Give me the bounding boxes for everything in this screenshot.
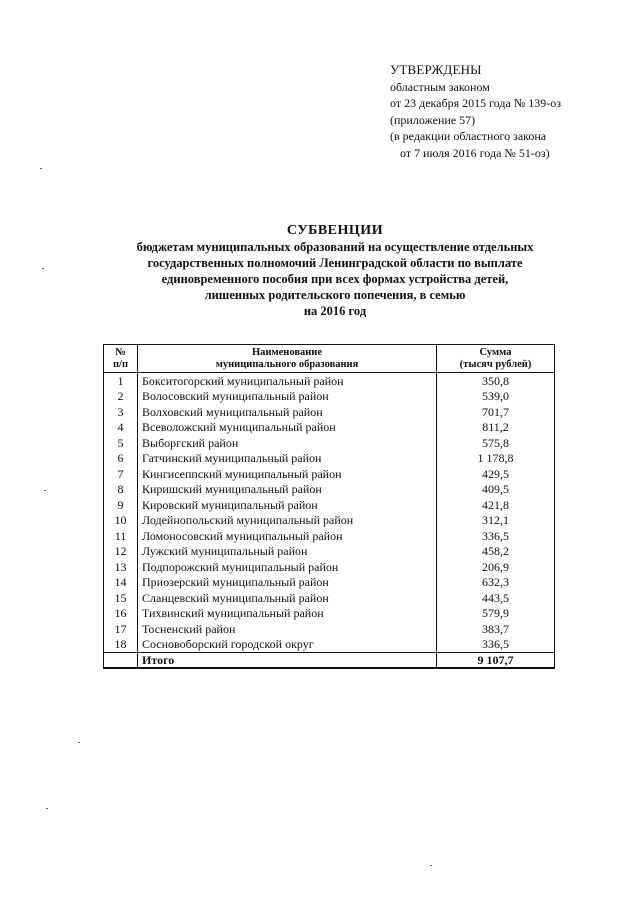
row-number: 4 [104,420,138,436]
table-row [104,559,555,575]
header-number-line1: № [115,346,126,358]
row-sum: 336,5 [437,637,555,653]
header-sum-line1: Сумма [479,346,512,358]
table-body [104,373,555,669]
row-sum: 443,5 [437,590,555,606]
row-number: 9 [104,497,138,513]
table-row [104,606,555,622]
table-header-row [104,345,555,373]
row-number: 14 [104,575,138,591]
title-line-4: лишенных родительского попечения, в семью [204,288,466,302]
table-row [104,544,555,560]
table-row [104,373,555,389]
table-row [104,435,555,451]
row-name: Тихвинский муниципальный район [138,606,437,622]
row-sum: 383,7 [437,621,555,637]
row-name: Волховский муниципальный район [138,404,437,420]
row-number: 6 [104,451,138,467]
row-name: Волосовский муниципальный район [138,389,437,405]
approval-line-2: от 23 декабря 2015 года № 139-оз [390,96,562,110]
row-sum: 811,2 [437,420,555,436]
row-number: 8 [104,482,138,498]
row-name: Ломоносовский муниципальный район [138,528,437,544]
row-number: 11 [104,528,138,544]
table-row [104,389,555,405]
row-sum: 429,5 [437,466,555,482]
total-sum: 9 107,7 [437,653,555,669]
row-sum: 350,8 [437,373,555,389]
row-sum: 458,2 [437,544,555,560]
scan-speck [46,808,48,809]
table-row [104,590,555,606]
scan-speck [40,168,42,169]
title-line-3: единовременного пособия при всех формах устройства детей, [161,272,509,286]
row-name: Лужский муниципальный район [138,544,437,560]
header-number [104,345,138,373]
row-sum: 1 178,8 [437,451,555,467]
header-sum [437,345,555,373]
total-label: Итого [138,653,437,669]
row-number: 3 [104,404,138,420]
row-name: Кингисеппский муниципальный район [138,466,437,482]
header-name-line1: Наименование [252,346,322,358]
row-name: Сланцевский муниципальный район [138,590,437,606]
table-total-row [104,653,555,669]
row-number: 15 [104,590,138,606]
row-number: 10 [104,513,138,529]
row-number: 16 [104,606,138,622]
approval-line-3: (приложение 57) [390,112,476,127]
row-number: 17 [104,621,138,637]
table-row [104,482,555,498]
total-number-cell [104,653,138,669]
row-number: 5 [104,435,138,451]
row-sum: 336,5 [437,528,555,544]
row-number: 18 [104,637,138,653]
row-sum: 206,9 [437,559,555,575]
table-row [104,621,555,637]
row-name: Подпорожский муниципальный район [138,559,437,575]
row-number: 2 [104,389,138,405]
table-row [104,451,555,467]
scan-speck [430,865,432,866]
table-row [104,420,555,436]
title-main: СУБВЕНЦИИ [286,223,384,238]
header-number-line2: п/п [112,359,129,370]
row-name: Бокситогорский муниципальный район [138,373,437,389]
approval-line-5: от 7 июля 2016 года № 51-оз) [400,145,550,160]
table-row [104,466,555,482]
row-number: 13 [104,559,138,575]
header-sum-line2: (тысяч рублей) [459,359,532,370]
row-sum: 312,1 [437,513,555,529]
row-number: 12 [104,544,138,560]
table-row [104,637,555,653]
row-sum: 575,8 [437,435,555,451]
row-name: Тосненский район [138,621,437,637]
row-name: Кировский муниципальный район [138,497,437,513]
row-number: 1 [104,373,138,389]
approval-heading: УТВЕРЖДЕНЫ [390,62,482,77]
row-name: Киришский муниципальный район [138,482,437,498]
row-name: Лодейнопольский муниципальный район [138,513,437,529]
scan-speck [78,742,80,743]
row-name: Приозерский муниципальный район [138,575,437,591]
title-line-1: бюджетам муниципальных образований на осуществление отдельных [136,240,534,254]
row-sum: 701,7 [437,404,555,420]
row-name: Сосновоборский городской округ [138,637,437,653]
scan-speck [42,268,44,269]
table-row [104,404,555,420]
approval-line-1: областным законом [390,79,490,94]
row-sum: 632,3 [437,575,555,591]
approval-line-4: (в редакции областного закона [390,129,547,143]
table-row [104,575,555,591]
row-name: Гатчинский муниципальный район [138,451,437,467]
table-row [104,513,555,529]
header-name [138,345,437,373]
subventions-table [103,344,555,669]
row-sum: 579,9 [437,606,555,622]
scan-speck [44,490,46,491]
approval-stamp [390,62,630,161]
table-row [104,528,555,544]
row-name: Выборгский район [138,435,437,451]
row-sum: 421,8 [437,497,555,513]
header-name-line2: муниципального образования [215,359,359,370]
document-title [100,222,570,319]
table-row [104,497,555,513]
row-sum: 539,0 [437,389,555,405]
row-sum: 409,5 [437,482,555,498]
row-number: 7 [104,466,138,482]
row-name: Всеволожский муниципальный район [138,420,437,436]
title-line-5: на 2016 год [303,304,367,318]
title-line-2: государственных полномочий Ленинградской области по выплате [147,256,523,270]
